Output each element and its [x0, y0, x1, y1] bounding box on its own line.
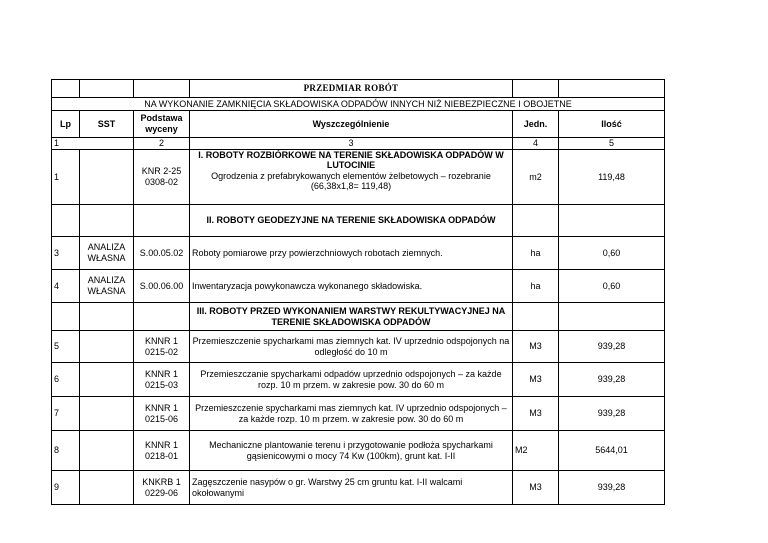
- row-podstawa: KNKRB 1 0229-06: [134, 471, 190, 505]
- row-quantity: 939,28: [559, 331, 665, 363]
- row-sst: [80, 363, 134, 397]
- column-number-2: 2: [134, 138, 190, 150]
- row-description: [190, 150, 513, 205]
- row-unit: M3: [513, 331, 559, 363]
- row-lp: 1: [52, 150, 80, 205]
- section-row: [52, 205, 665, 237]
- row-quantity: 0,60: [559, 270, 665, 303]
- row-quantity: 119,48: [559, 150, 665, 205]
- header-row: [52, 111, 665, 138]
- row-podstawa: KNNR 1 0215-03: [134, 363, 190, 397]
- row-podstawa: KNNR 1 0215-06: [134, 397, 190, 431]
- row-quantity: 939,28: [559, 363, 665, 397]
- column-number-1: 1: [52, 138, 80, 150]
- subtitle-row: [52, 98, 665, 111]
- section-heading-2: II. ROBOTY GEODEZYJNE NA TERENIE SKŁADOWISKA ODPADÓW: [190, 205, 513, 237]
- row-lp: 9: [52, 471, 80, 505]
- table-row: [52, 237, 665, 270]
- section-heading-3: III. ROBOTY PRZED WYKONANIEM WARSTWY REKULTYWACYJNEJ NA TERENIE SKŁADOWISKA ODPADÓW: [190, 303, 513, 331]
- row-description-text: Mechaniczne plantowanie terenu i przygotowanie podłoża spycharkami gąsienicowymi o mocy 74 Kw (100km), grunt kat. I-II: [190, 431, 513, 471]
- row-podstawa: S.00.05.02: [134, 237, 190, 270]
- row-lp: 6: [52, 363, 80, 397]
- row-unit: M3: [513, 471, 559, 505]
- table-row: [52, 431, 665, 471]
- section-heading-1: I. ROBOTY ROZBIÓRKOWE NA TERENIE SKŁADOWISKA ODPADÓW W LUTOCINIE: [198, 150, 504, 170]
- row-quantity: 0,60: [559, 237, 665, 270]
- table-row: [52, 363, 665, 397]
- row-description-text: Roboty pomiarowe przy powierzchniowych robotach ziemnych.: [190, 237, 513, 270]
- column-number-row: [52, 138, 665, 150]
- column-number-5: 5: [559, 138, 665, 150]
- row-lp: 3: [52, 237, 80, 270]
- row-description-text: Przemieszczenie spycharkami mas ziemnych kat. IV uprzednio odspojonych na odległość do 10 m: [190, 331, 513, 363]
- row-lp: 7: [52, 397, 80, 431]
- row-unit: m2: [513, 150, 559, 205]
- header-wyszczegolnienie: Wyszczególnienie: [190, 111, 513, 138]
- row-quantity: 939,28: [559, 471, 665, 505]
- row-quantity: 939,28: [559, 397, 665, 431]
- row-sst: [80, 471, 134, 505]
- row-unit: ha: [513, 237, 559, 270]
- section-row: [52, 303, 665, 331]
- table-row: [52, 397, 665, 431]
- row-unit: M2: [513, 431, 559, 471]
- row-sst: ANALIZA WŁASNA: [80, 270, 134, 303]
- column-number-3: 3: [190, 138, 513, 150]
- row-description-text: Ogrodzenia z prefabrykowanych elementów żelbetowych – rozebranie (66,38x1,8= 119,48): [211, 171, 491, 191]
- row-sst: [80, 150, 134, 205]
- row-lp: 5: [52, 331, 80, 363]
- document-title: PRZEDMIAR ROBÓT: [190, 80, 513, 98]
- header-podstawa: Podstawa wyceny: [134, 111, 190, 138]
- header-sst: SST: [80, 111, 134, 138]
- row-description-text: Inwentaryzacja powykonawcza wykonanego składowiska.: [190, 270, 513, 303]
- row-lp: 4: [52, 270, 80, 303]
- row-podstawa: KNNR 1 0215-02: [134, 331, 190, 363]
- row-unit: M3: [513, 397, 559, 431]
- row-sst: [80, 431, 134, 471]
- title-row: [52, 80, 665, 98]
- table-row: [52, 150, 665, 205]
- row-unit: ha: [513, 270, 559, 303]
- row-sst: [80, 397, 134, 431]
- row-lp: 8: [52, 431, 80, 471]
- row-quantity: 5644,01: [559, 431, 665, 471]
- header-ilosc: Ilość: [559, 111, 665, 138]
- table-row: [52, 331, 665, 363]
- row-description-text: Zagęszczenie nasypów o gr. Warstwy 25 cm gruntu kat. I-II walcami okołowanymi: [190, 471, 513, 505]
- header-lp: Lp: [52, 111, 80, 138]
- row-podstawa: S.00.06.00: [134, 270, 190, 303]
- document-subtitle: NA WYKONANIE ZAMKNIĘCIA SKŁADOWISKA ODPADÓW INNYCH NIŻ NIEBEZPIECZNE I OBOJETNE: [52, 98, 665, 111]
- row-description-text: Przemieszczanie spycharkami odpadów uprzednio odspojonych – za każde rozp. 10 m przem. w zakresie pow. 30 do 60 m: [190, 363, 513, 397]
- table-row: [52, 471, 665, 505]
- row-sst: [80, 331, 134, 363]
- table-row: [52, 270, 665, 303]
- header-jedn: Jedn.: [513, 111, 559, 138]
- row-podstawa: KNR 2-25 0308-02: [134, 150, 190, 205]
- row-sst: ANALIZA WŁASNA: [80, 237, 134, 270]
- row-podstawa: KNNR 1 0218-01: [134, 431, 190, 471]
- column-number-4: 4: [513, 138, 559, 150]
- row-description-text: Przemieszczenie spycharkami mas ziemnych kat. IV uprzednio odspojonych – za każde rozp. 10 m przem. w zakresie pow. 30 do 60 m: [190, 397, 513, 431]
- bill-of-quantities-table: [51, 79, 665, 505]
- row-unit: M3: [513, 363, 559, 397]
